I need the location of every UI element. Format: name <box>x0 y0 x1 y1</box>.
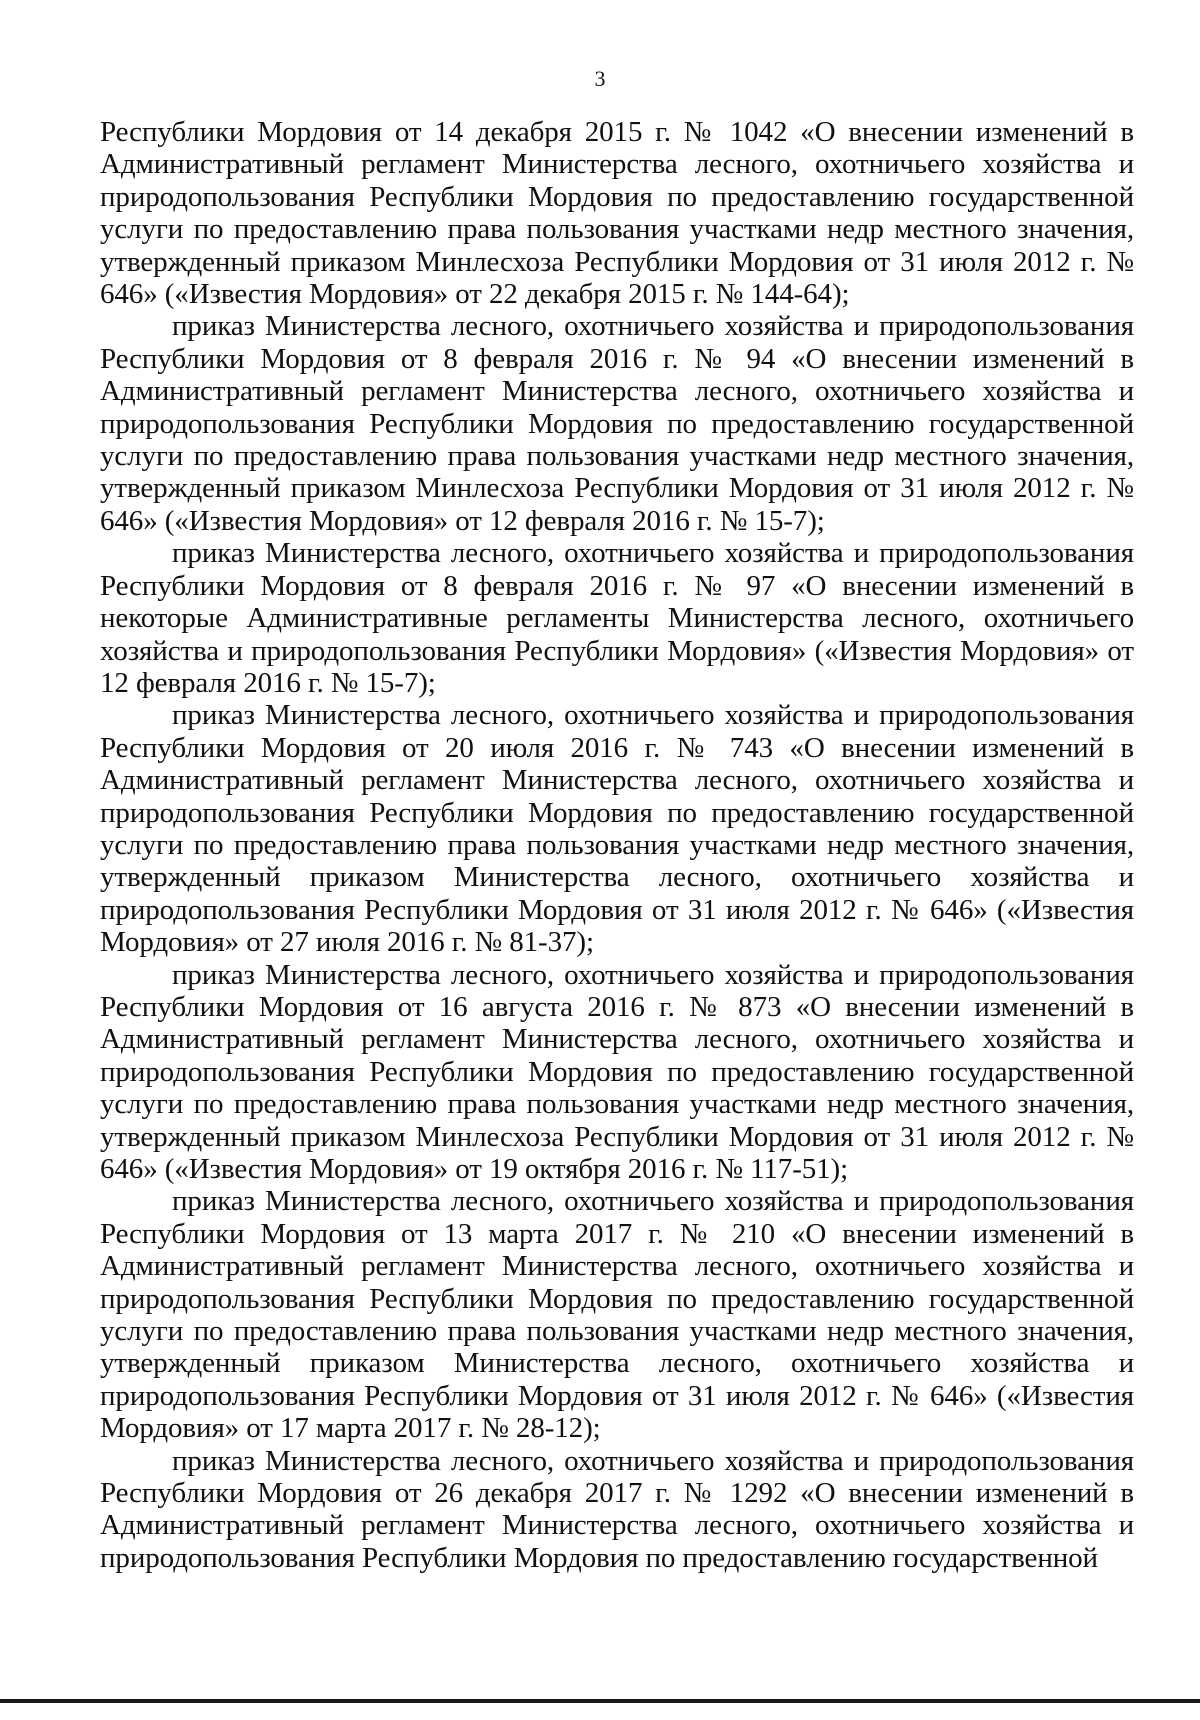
paragraph-5: приказ Министерства лесного, охотничьего хозяйства и природопользования Республики Мордовия от 16 августа 2016 г. № 873 «О внесении изменений в Административный регламент Министерства лесного, охотничьего хозяйства и природопользования Республики Мордовия по предоставлению государственной услуги по предоставлению права пользования участками недр местного значения, утвержденный приказом Минлесхоза Республики Мордовия от 31 июля 2012 г. № 646» («Известия Мордовия» от 19 октября 2016 г. № 117-51); <box>100 958 1134 1185</box>
scan-bottom-edge <box>0 1699 1200 1703</box>
paragraph-7: приказ Министерства лесного, охотничьего хозяйства и природопользования Республики Мордовия от 26 декабря 2017 г. № 1292 «О внесении изменений в Административный регламент Министерства лесного, охотничьего хозяйства и природопользования Республики Мордовия по предоставлению государственной <box>100 1444 1134 1574</box>
paragraph-6: приказ Министерства лесного, охотничьего хозяйства и природопользования Республики Мордовия от 13 марта 2017 г. № 210 «О внесении изменений в Административный регламент Министерства лесного, охотничьего хозяйства и природопользования Республики Мордовия по предоставлению государственной услуги по предоставлению права пользования участками недр местного значения, утвержденный приказом Министерства лесного, охотничьего хозяйства и природопользования Республики Мордовия от 31 июля 2012 г. № 646» («Известия Мордовия» от 17 марта 2017 г. № 28-12); <box>100 1185 1134 1445</box>
paragraph-3: приказ Министерства лесного, охотничьего хозяйства и природопользования Республики Мордовия от 8 февраля 2016 г. № 97 «О внесении изменений в некоторые Административные регламенты Министерства лесного, охотничьего хозяйства и природопользования Республики Мордовия» («Известия Мордовия» от 12 февраля 2016 г. № 15-7); <box>100 537 1134 699</box>
page-number: 3 <box>594 66 606 91</box>
paragraph-4: приказ Министерства лесного, охотничьего хозяйства и природопользования Республики Мордовия от 20 июля 2016 г. № 743 «О внесении изменений в Административный регламент Министерства лесного, охотничьего хозяйства и природопользования Республики Мордовия по предоставлению государственной услуги по предоставлению права пользования участками недр местного значения, утвержденный приказом Министерства лесного, охотничьего хозяйства и природопользования Республики Мордовия от 31 июля 2012 г. № 646» («Известия Мордовия» от 27 июля 2016 г. № 81-37); <box>100 699 1134 959</box>
paragraph-1: Республики Мордовия от 14 декабря 2015 г. № 1042 «О внесении изменений в Административный регламент Министерства лесного, охотничьего хозяйства и природопользования Республики Мордовия по предоставлению государственной услуги по предоставлению права пользования участками недр местного значения, утвержденный приказом Минлесхоза Республики Мордовия от 31 июля 2012 г. № 646» («Известия Мордовия» от 22 декабря 2015 г. № 144-64); <box>100 116 1134 311</box>
paragraph-2: приказ Министерства лесного, охотничьего хозяйства и природопользования Республики Мордовия от 8 февраля 2016 г. № 94 «О внесении изменений в Административный регламент Министерства лесного, охотничьего хозяйства и природопользования Республики Мордовия по предоставлению государственной услуги по предоставлению права пользования участками недр местного значения, утвержденный приказом Минлесхоза Республики Мордовия от 31 июля 2012 г. № 646» («Известия Мордовия» от 12 февраля 2016 г. № 15-7); <box>100 310 1134 537</box>
document-body <box>100 116 1134 1574</box>
